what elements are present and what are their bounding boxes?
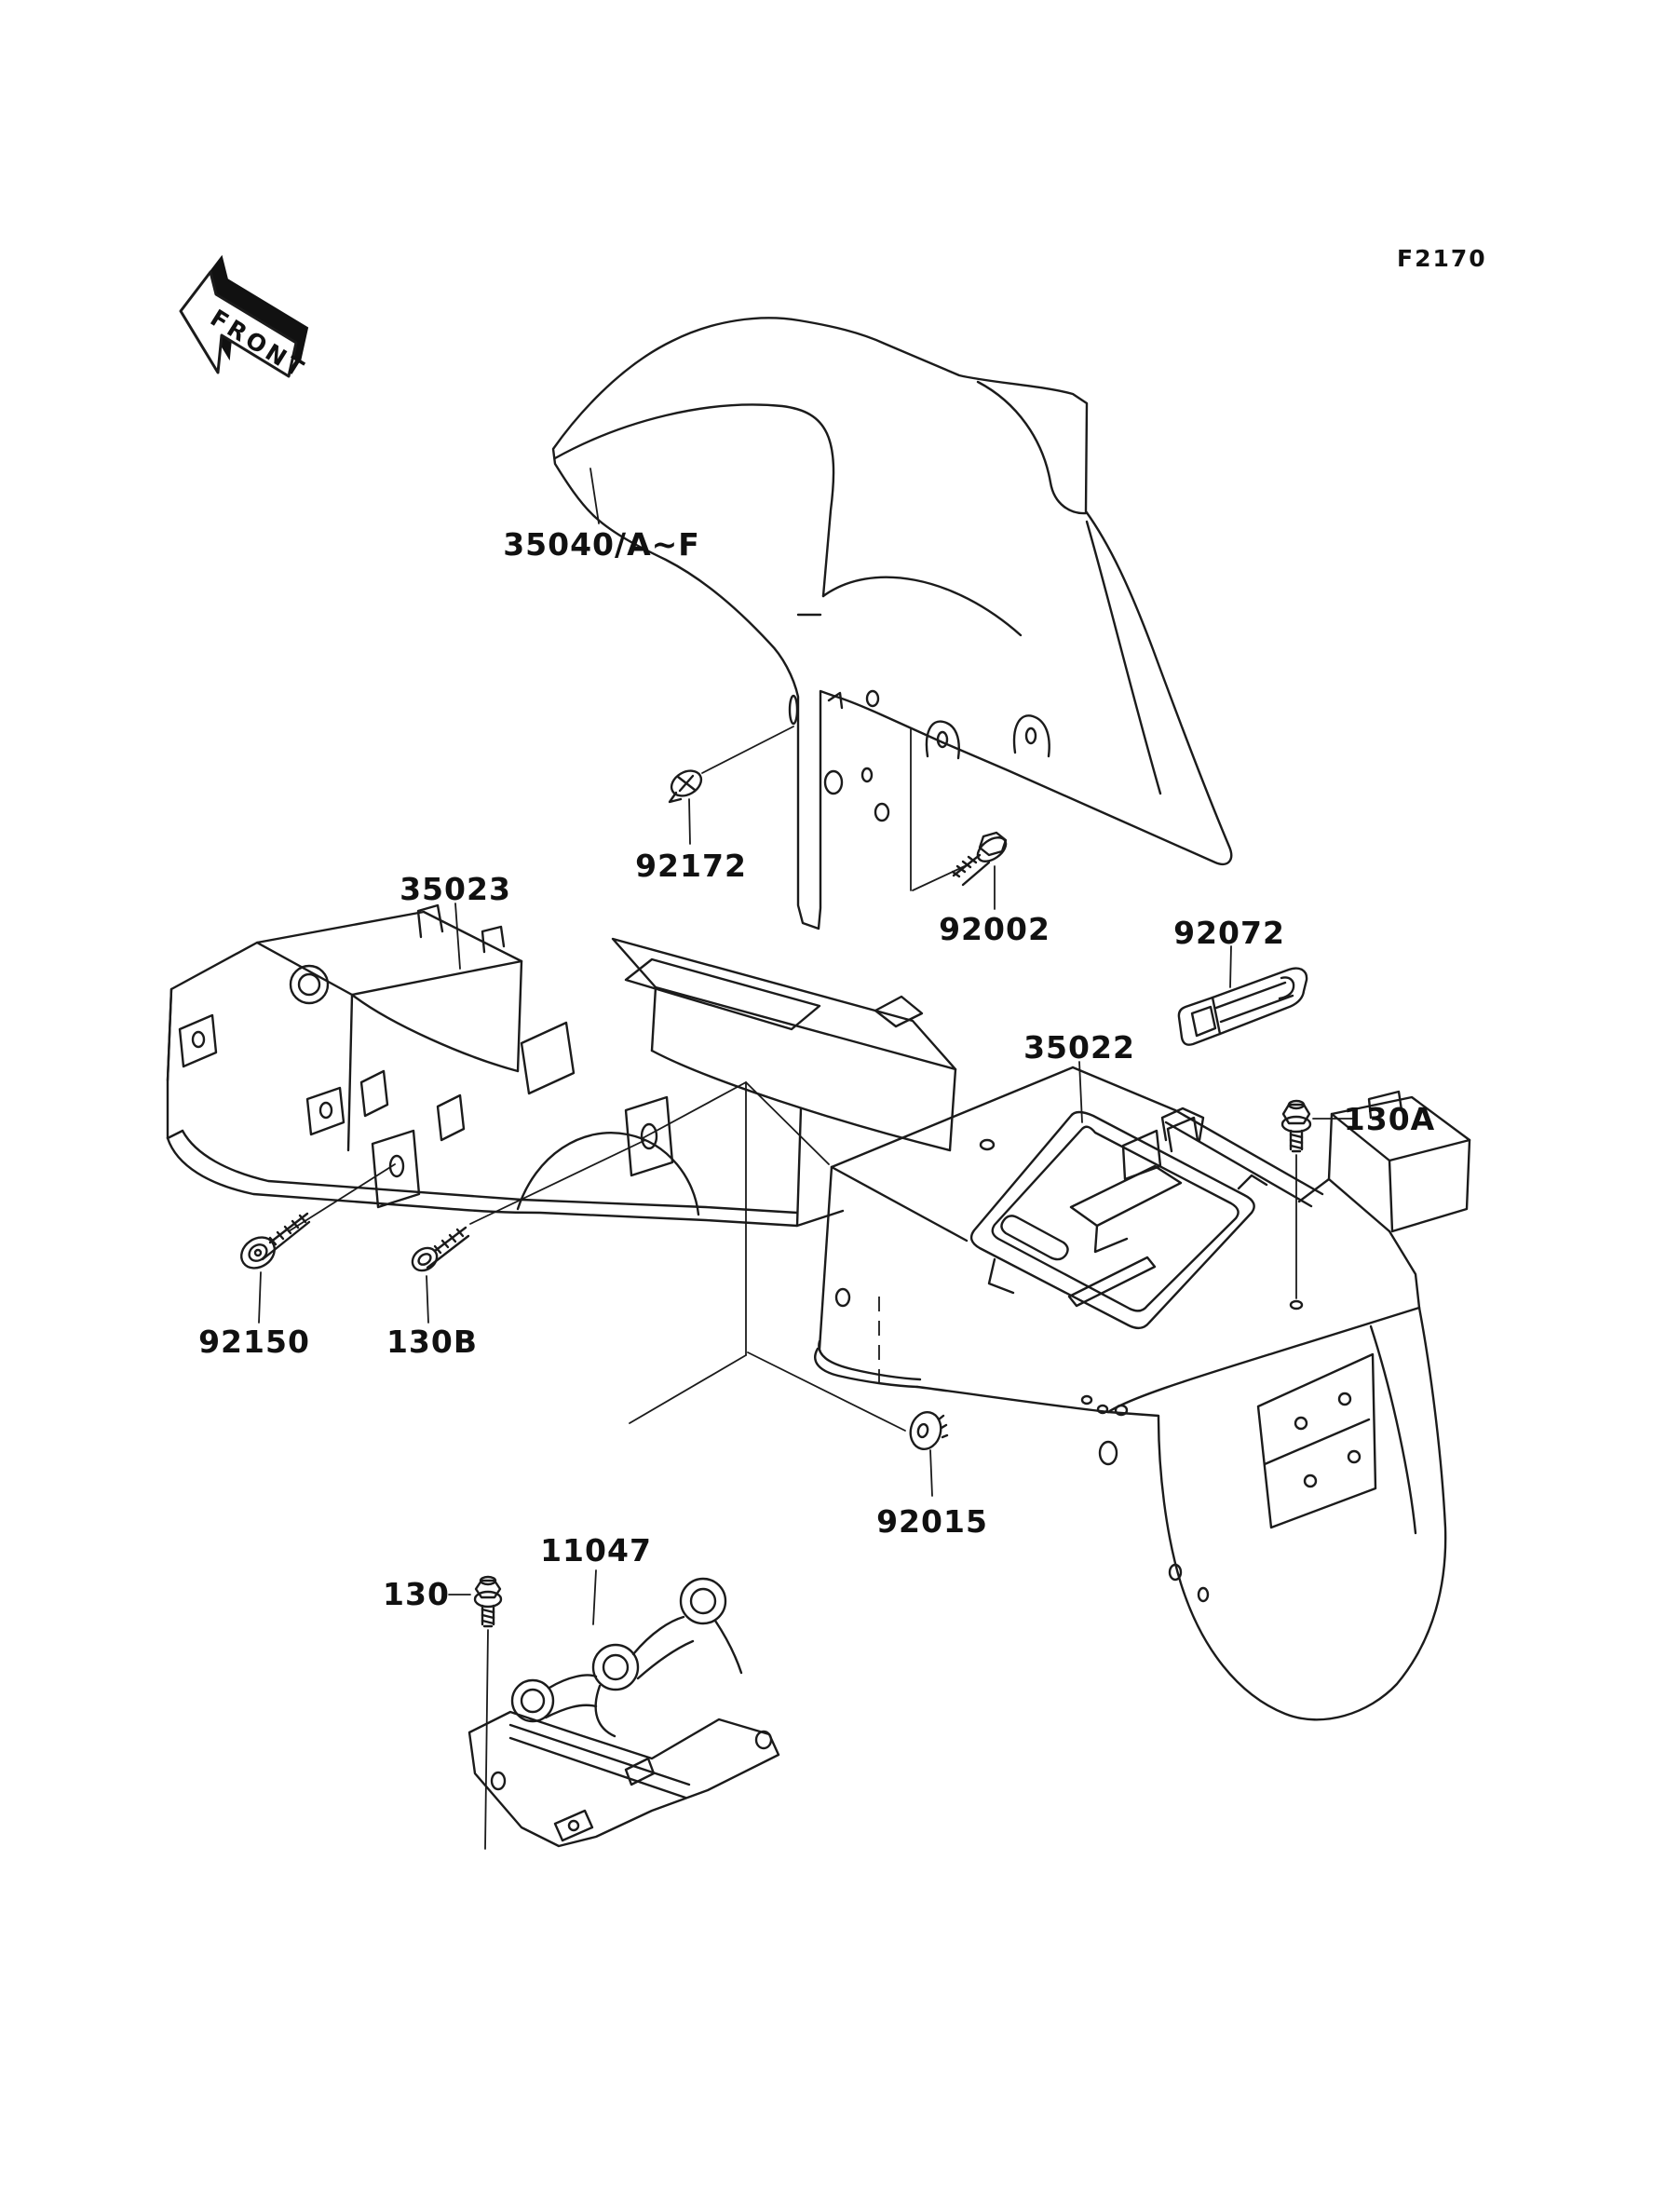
label-35022: 35022: [1023, 1029, 1135, 1066]
label-130: 130: [383, 1576, 450, 1612]
washer-92015: [907, 1409, 947, 1453]
band-92072: [1179, 969, 1307, 1045]
bolt-130a-hole: [1291, 1301, 1302, 1309]
bolt-92002: [953, 833, 1010, 885]
screw-92172: [667, 766, 705, 802]
label-35023: 35023: [400, 871, 511, 907]
label-11047: 11047: [540, 1532, 652, 1569]
label-35040: 35040/A~F: [503, 526, 700, 563]
rear-fender-front-35023: [168, 905, 955, 1226]
bracket-11047: [469, 1579, 779, 1846]
label-130b: 130B: [386, 1324, 479, 1360]
front-arrow-label: FRONT: [205, 304, 312, 385]
front-fender-35040: [553, 318, 1231, 929]
label-92072: 92072: [1173, 915, 1285, 951]
bolt-130b: [408, 1228, 468, 1275]
label-130a: 130A: [1343, 1101, 1436, 1137]
fender-slot-hole: [790, 696, 797, 724]
screw-92150: [236, 1214, 309, 1274]
rear-fender-rear-35022: [815, 1067, 1470, 1719]
label-92172: 92172: [635, 848, 747, 884]
figure-code: F2170: [1397, 245, 1487, 272]
part-number-labels: [198, 526, 1435, 1612]
leader-lines: [259, 469, 1352, 1849]
label-92002: 92002: [939, 911, 1050, 947]
label-92150: 92150: [198, 1324, 310, 1360]
label-92015: 92015: [876, 1503, 988, 1540]
bolt-130: [475, 1577, 501, 1626]
front-arrow-icon: [181, 257, 311, 384]
bolt-130a: [1282, 1101, 1310, 1151]
